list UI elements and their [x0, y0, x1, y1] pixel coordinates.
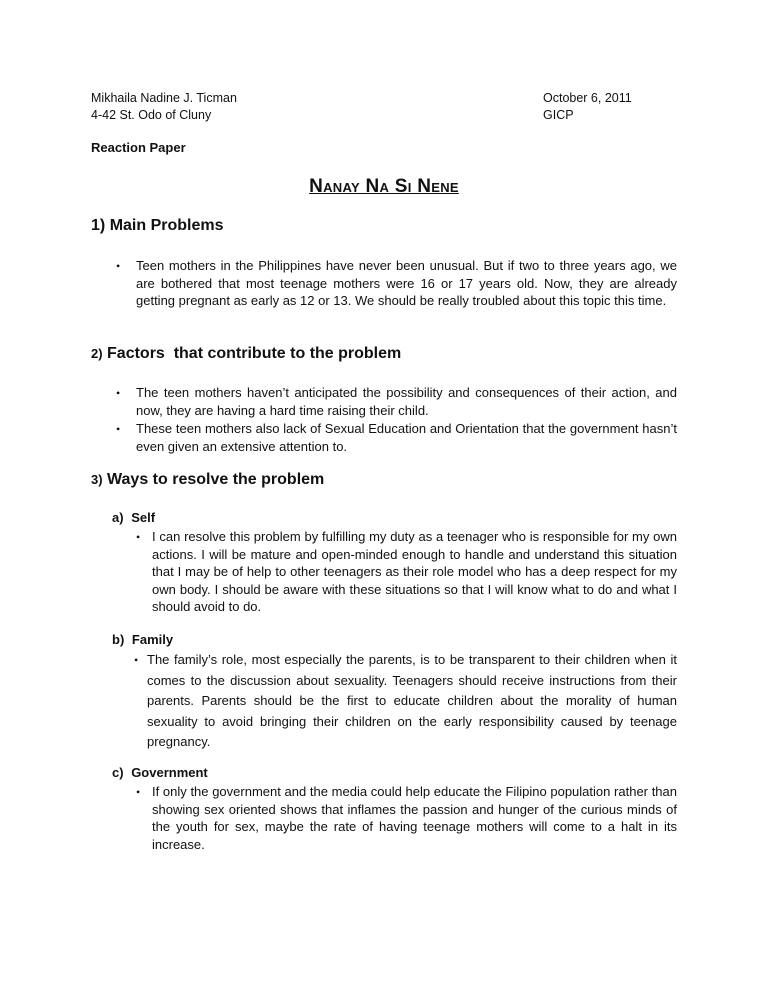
section-2-bullet-1: The teen mothers haven’t anticipated the possibility and consequences of their action, and now, they are having a hard time raising their child. [136, 385, 677, 418]
section-3-number: 3) [91, 472, 103, 487]
section-1-number: 1) [91, 217, 106, 234]
subsection-self-label: a) [112, 510, 124, 525]
subsection-family-heading [112, 632, 173, 647]
section-2-number: 2) [91, 346, 103, 361]
section-2-bullet-2: These teen mothers also lack of Sexual Education and Orientation that the government hasn’t even given an extensive attention to. [136, 421, 677, 454]
subsection-self-text: I can resolve this problem by fulfilling my duty as a teenager who is responsible for my own actions. I will be mature and open-minded enough to handle and understand this situation that I may be of help to other teenagers as their role model who has a deep respect for my own body. I should be aware with these situations so that I will know what to do and what I should avoid to do. [152, 529, 677, 614]
course-code: GICP [543, 108, 574, 122]
bullet-icon: • [116, 386, 121, 400]
subsection-family-text: The family’s role, most especially the parents, is to be transparent to their children when it comes to the discussion about sexuality. Teenagers should receive instructions from their parents. Parents should be the first to educate children about the morality of human sexuality to avoid bringing their children on the early responsibility caused by teenage pregnancy. [147, 652, 677, 749]
bullet-icon: • [134, 653, 139, 667]
section-1-title: Main Problems [109, 217, 224, 234]
subsection-family-label: b) [112, 632, 125, 647]
bullet-icon: • [136, 785, 141, 799]
section-3-title: Ways to resolve the problem [107, 471, 325, 488]
section-2-heading [91, 345, 401, 363]
subsection-self-title: Self [131, 510, 156, 525]
subsection-government-title: Government [131, 765, 208, 780]
section-1-bullet-1: Teen mothers in the Philippines have never been unusual. But if two to three years ago, we are bothered that most teenage mothers were 16 or 17 years old. Now, they are already getting pregnant as early as 12 or 13. We should be really troubled about this topic this time. [136, 258, 677, 308]
class-section: 4-42 St. Odo of Cluny [91, 108, 212, 122]
bullet-icon: • [116, 259, 121, 273]
subsection-family-title: Family [131, 632, 174, 647]
section-1-heading [91, 217, 224, 235]
subsection-government-text: If only the government and the media could help educate the Filipino population rather than showing sex oriented shows that inflames the passion and hunger of the curious minds of the youth for sex, maybe the rate of having teenage mothers will come to a halt in its increase. [152, 784, 677, 852]
section-2-title: Factors that contribute to the problem [107, 345, 402, 362]
bullet-icon: • [136, 530, 141, 544]
author-name: Mikhaila Nadine J. Ticman [91, 91, 237, 105]
subsection-self-heading [112, 510, 155, 525]
section-3-heading [91, 471, 324, 489]
subsection-government-label: c) [112, 765, 124, 780]
page-title: Nanay Na Si Nene [309, 176, 459, 197]
bullet-icon: • [116, 422, 121, 436]
subsection-government-heading [112, 765, 208, 780]
document-type: Reaction Paper [91, 140, 186, 155]
document-date: October 6, 2011 [543, 91, 632, 105]
